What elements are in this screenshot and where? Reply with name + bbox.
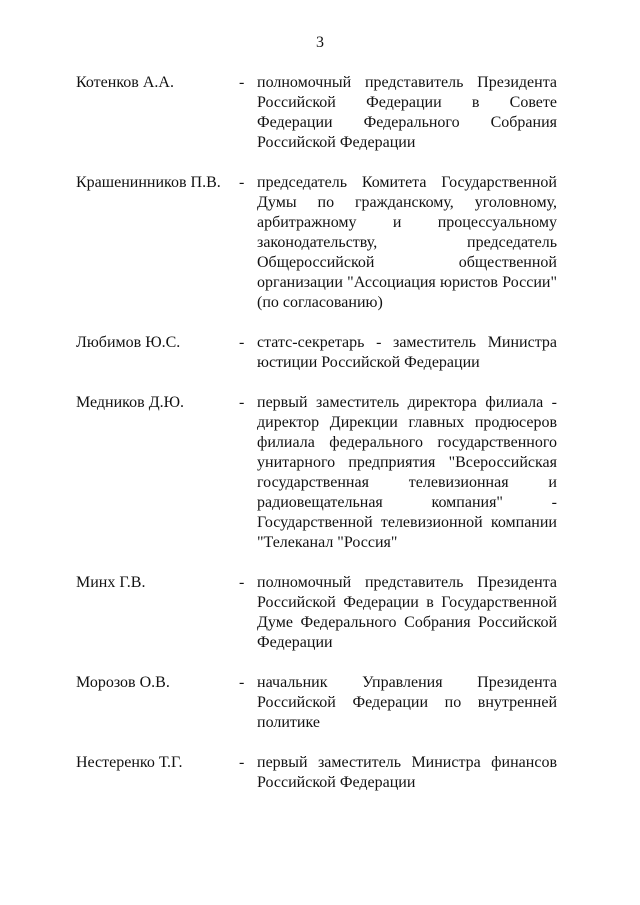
member-name: Морозов О.В. [76, 674, 170, 691]
separator-dash: - [239, 394, 245, 411]
member-position: первый заместитель Министра финансов Российской Федерации [257, 754, 557, 791]
member-position: полномочный представитель Президента Российской Федерации в Государственной Думе Федерального Собрания Российской Федерации [257, 574, 557, 651]
separator-dash: - [239, 754, 245, 771]
member-name: Медников Д.Ю. [76, 394, 185, 411]
member-name: Любимов Ю.С. [76, 334, 181, 351]
separator-dash: - [239, 74, 245, 91]
member-position: начальник Управления Президента Российской Федерации по внутренней политике [257, 674, 557, 731]
separator-dash: - [239, 174, 245, 191]
member-position: полномочный представитель Президента Российской Федерации в Совете Федерации Федерального Собрания Российской Федерации [257, 74, 557, 151]
member-position: статс-секретарь - заместитель Министра юстиции Российской Федерации [257, 334, 557, 371]
member-position: председатель Комитета Государственной Думы по гражданскому, уголовному, арбитражному и процессуальному законодательству, председатель Общероссийской общественной организации "Ассоциация юристов России" (по согласованию) [257, 174, 557, 311]
list-entry-nesterenko [76, 753, 562, 793]
list-entry-minkh [76, 573, 562, 653]
member-name: Котенков А.А. [76, 74, 174, 91]
member-name: Крашенинников П.В. [76, 174, 221, 191]
list-entry-mednikov [76, 393, 562, 553]
separator-dash: - [239, 574, 245, 591]
separator-dash: - [239, 674, 245, 691]
separator-dash: - [239, 334, 245, 351]
member-position: первый заместитель директора филиала - директор Дирекции главных продюсеров филиала федерального государственного унитарного предприятия "Всероссийская государственная телевизионная и радиовещательная компания" - Государственной телевизионной компании "Телеканал "Россия" [257, 394, 557, 551]
list-entry-kotenkov [76, 73, 562, 153]
member-name: Нестеренко Т.Г. [76, 754, 183, 771]
member-name: Минх Г.В. [76, 574, 146, 591]
page-number: 3 [316, 34, 324, 51]
list-entry-morozov [76, 673, 562, 733]
member-list [76, 73, 562, 793]
list-entry-krasheninnikov [76, 173, 562, 313]
list-entry-lyubimov [76, 333, 562, 373]
